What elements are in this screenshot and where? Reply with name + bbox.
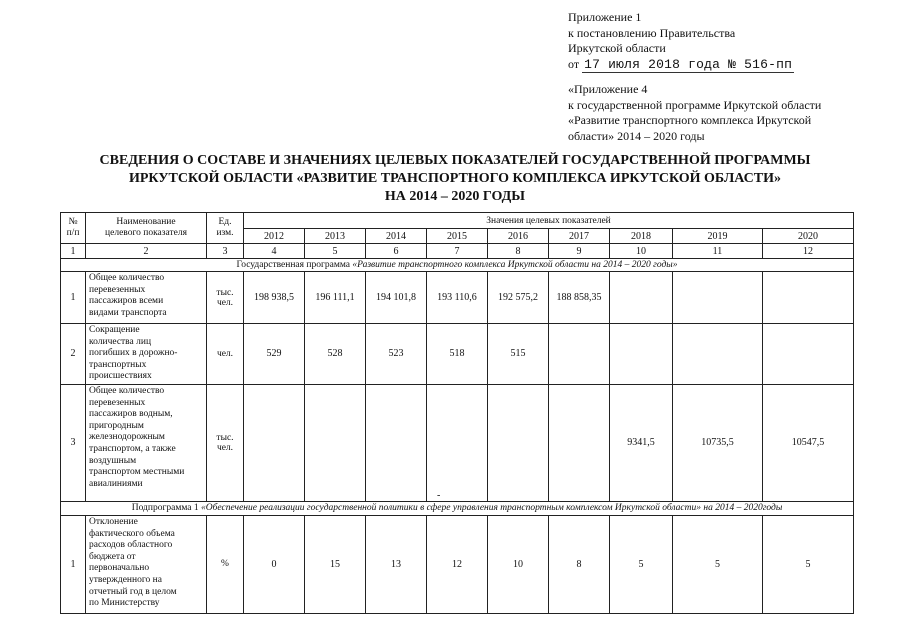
indicator-value: [488, 384, 549, 501]
appendix-line: «Приложение 4: [568, 82, 648, 96]
title-line: ИРКУТСКОЙ ОБЛАСТИ «РАЗВИТИЕ ТРАНСПОРТНОГО КОМПЛЕКСА ИРКУТСКОЙ ОБЛАСТИ»: [128, 171, 782, 186]
table-body: [61, 213, 854, 614]
year-header: 2013: [305, 229, 366, 244]
indicator-name: Отклонение фактического объема расходов областного бюджета от первоначально утвержденного на отчетный год в целом по Министерству: [86, 515, 207, 613]
indicator-value: [610, 272, 673, 324]
indicator-value: 194 101,8: [366, 272, 427, 324]
unit-of-measure: %: [207, 515, 244, 613]
indicator-value: [244, 384, 305, 501]
indicator-value: 9341,5: [610, 384, 673, 501]
indicator-value: 0: [244, 515, 305, 613]
appendix-line: Иркутской области: [568, 41, 666, 55]
indicator-value: -: [427, 384, 488, 501]
column-index: 9: [549, 244, 610, 259]
column-index: 12: [763, 244, 854, 259]
row-number: 3: [61, 384, 86, 501]
year-header: 2012: [244, 229, 305, 244]
table-row: [61, 515, 854, 613]
indicator-value: [763, 324, 854, 385]
document-title: [30, 152, 880, 206]
index-row: [61, 244, 854, 259]
appendix-line: к постановлению Правительства: [568, 25, 736, 40]
subprogram-row: [61, 501, 854, 515]
date-prefix: от: [568, 56, 580, 71]
indicator-value: [549, 384, 610, 501]
indicator-value: 188 858,35: [549, 272, 610, 324]
col-header-values: Значения целевых показателей: [244, 213, 854, 229]
indicator-value: [610, 324, 673, 385]
indicator-value: [673, 272, 763, 324]
column-index: 5: [305, 244, 366, 259]
col-header-num: № п/п: [61, 213, 86, 244]
indicator-value: [549, 324, 610, 385]
indicator-value: [673, 324, 763, 385]
appendix-line: «Развитие транспортного комплекса Иркутской: [568, 113, 812, 127]
indicator-name: Общее количество перевезенных пассажиров водным, пригородным железнодорожным транспортом, а также воздушным транспортом местными авиалиниями: [86, 384, 207, 501]
indicator-value: 10735,5: [673, 384, 763, 501]
indicator-value: [305, 384, 366, 501]
table-row: [61, 384, 854, 501]
indicator-value: 523: [366, 324, 427, 385]
indicator-value: 196 111,1: [305, 272, 366, 324]
column-index: 1: [61, 244, 86, 259]
column-index: 3: [207, 244, 244, 259]
year-header: 2020: [763, 229, 854, 244]
appendix-header: [568, 10, 898, 144]
indicator-name: Общее количество перевезенных пассажиров всеми видами транспорта: [86, 272, 207, 324]
subprogram-name: «Обеспечение реализации государственной политики в сфере управления транспортным комплексом Иркутской области» на 2014 – 2020годы: [201, 503, 783, 514]
indicator-value: 13: [366, 515, 427, 613]
indicator-value: 10547,5: [763, 384, 854, 501]
column-index: 7: [427, 244, 488, 259]
program-prefix: Государственная программа: [236, 260, 353, 270]
indicator-value: 5: [763, 515, 854, 613]
indicator-value: 193 110,6: [427, 272, 488, 324]
column-index: 2: [86, 244, 207, 259]
col-header-name: Наименование целевого показателя: [86, 213, 207, 244]
column-index: 8: [488, 244, 549, 259]
column-index: 4: [244, 244, 305, 259]
indicator-value: 15: [305, 515, 366, 613]
program-row: [61, 259, 854, 272]
indicator-value: [366, 384, 427, 501]
indicators-table: [60, 212, 854, 614]
year-header: 2015: [427, 229, 488, 244]
appendix-line: Приложение 1: [568, 10, 642, 24]
indicator-value: 515: [488, 324, 549, 385]
indicator-value: 12: [427, 515, 488, 613]
unit-of-measure: чел.: [207, 324, 244, 385]
indicator-value: 529: [244, 324, 305, 385]
year-header: 2017: [549, 229, 610, 244]
table-row: [61, 324, 854, 385]
column-index: 10: [610, 244, 673, 259]
header-row: [61, 213, 854, 229]
program-name: «Развитие транспортного комплекса Иркутской области на 2014 – 2020 годы»: [352, 260, 678, 270]
col-header-unit: Ед. изм.: [207, 213, 244, 244]
indicator-value: 5: [610, 515, 673, 613]
indicator-value: 10: [488, 515, 549, 613]
program-title: [61, 259, 854, 272]
row-number: 1: [61, 515, 86, 613]
indicator-value: 192 575,2: [488, 272, 549, 324]
indicator-value: 198 938,5: [244, 272, 305, 324]
subprogram-prefix: Подпрограмма 1: [131, 503, 202, 514]
appendix-line: к государственной программе Иркутской области: [568, 97, 822, 112]
unit-of-measure: тыс. чел.: [207, 272, 244, 324]
date-value: 17 июля 2018 года № 516-пп: [584, 56, 793, 72]
row-number: 2: [61, 324, 86, 385]
indicator-value: 518: [427, 324, 488, 385]
column-index: 6: [366, 244, 427, 259]
year-header: 2014: [366, 229, 427, 244]
appendix-line: области» 2014 – 2020 годы: [568, 128, 705, 143]
year-header: 2019: [673, 229, 763, 244]
column-index: 11: [673, 244, 763, 259]
indicator-value: 5: [673, 515, 763, 613]
table-row: [61, 272, 854, 324]
title-line: СВЕДЕНИЯ О СОСТАВЕ И ЗНАЧЕНИЯХ ЦЕЛЕВЫХ ПОКАЗАТЕЛЕЙ ГОСУДАРСТВЕННОЙ ПРОГРАММЫ: [99, 153, 811, 168]
indicator-value: 8: [549, 515, 610, 613]
unit-of-measure: тыс. чел.: [207, 384, 244, 501]
year-header: 2016: [488, 229, 549, 244]
title-line: НА 2014 – 2020 ГОДЫ: [384, 189, 526, 204]
appendix-date-line: [568, 57, 898, 73]
indicator-value: [763, 272, 854, 324]
indicator-name: Сокращение количества лиц погибших в дорожно- транспортных происшествиях: [86, 324, 207, 385]
year-header: 2018: [610, 229, 673, 244]
row-number: 1: [61, 272, 86, 324]
subprogram-title: [61, 501, 854, 515]
indicator-value: 528: [305, 324, 366, 385]
